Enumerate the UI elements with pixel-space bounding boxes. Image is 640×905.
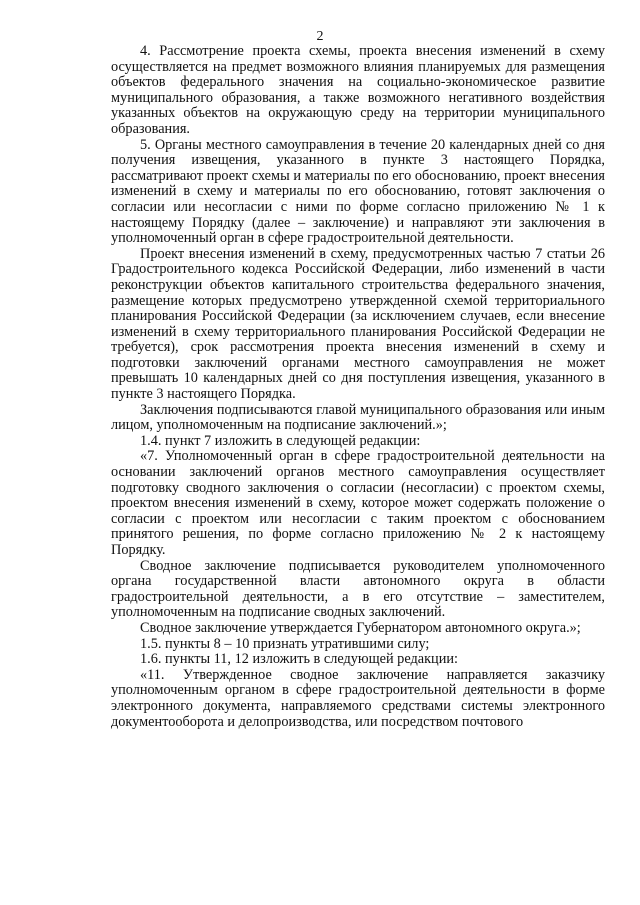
paragraph-item-11: «11. Утвержденное сводное заключение направляется заказчику уполномоченным органом в сфере градостроительной деятельности в форме электронного документа, направляемого средствами системы электронного документооборота и делопроизводства, или посредством почтового xyxy=(111,666,605,730)
paragraph-amendment-1-6: 1.6. пункты 11, 12 изложить в следующей редакции: xyxy=(140,651,458,668)
paragraph-summary-approval: Сводное заключение утверждается Губернатором автономного округа.»; xyxy=(140,619,581,636)
paragraph-item-5: 5. Органы местного самоуправления в течение 20 календарных дней со дня получения извещения, указанного в пункте 3 настоящего Порядка, рассматривают проект схемы и материалы по его обоснованию, проект внесения изменений в схему и материалы по его обоснованию, готовят заключения о согласии или несогласии с ними по форме согласно приложению № 1 к настоящему Порядку (далее – заключение) и направляют эти заключения в уполномоченный орган в сфере градостроительной деятельности. xyxy=(111,136,605,247)
paragraph-item-7: «7. Уполномоченный орган в сфере градостроительной деятельности на основании заключений органов местного самоуправления осуществляет подготовку сводного заключения о согласии (несогласии) с проектом схемы, проектом внесения изменений в схему, которое может содержать положение о согласии с проектом или несогласии с таким проектом с обоснованием принятого решения, по форме согласно приложению № 2 к настоящему Порядку. xyxy=(111,448,605,558)
paragraph-conclusions-signing: Заключения подписываются главой муниципального образования или иным лицом, уполномоченным на подписание заключений.»; xyxy=(111,401,605,434)
paragraph-item-4: 4. Рассмотрение проекта схемы, проекта внесения изменений в схему осуществляется на предмет возможного влияния планируемых для размещения объектов федерального значения на социально-экономическое развитие муниципального образования, а также возможного негативного воздействия указанных объектов на окружающую среду на территории муниципального образования. xyxy=(111,43,605,137)
document-body xyxy=(111,44,605,730)
paragraph-amendment-1-4: 1.4. пункт 7 изложить в следующей редакции: xyxy=(140,432,421,449)
paragraph-draft-amendments: Проект внесения изменений в схему, предусмотренных частью 7 статьи 26 Градостроительного кодекса Российской Федерации, либо изменений в части реконструкции объектов капитального строительства федерального значения, размещение которых предусмотрено утвержденной схемой территориального планирования Российской Федерации (за исключением случаев, если внесение изменений в схему территориального планирования Российской Федерации не требуется), срок рассмотрения проекта внесения изменений в схему и подготовки заключений органами местного самоуправления не может превышать 10 календарных дней со дня поступления извещения, указанного в пункте 3 настоящего Порядка. xyxy=(111,245,605,403)
page-number: 2 xyxy=(316,29,324,44)
paragraph-amendment-1-5: 1.5. пункты 8 – 10 признать утратившими силу; xyxy=(140,635,430,652)
paragraph-summary-signing: Сводное заключение подписывается руководителем уполномоченного органа государственной власти автономного округа в области градостроительной деятельности, а в его отсутствие – заместителем, уполномоченным на подписание сводных заключений. xyxy=(111,557,605,621)
